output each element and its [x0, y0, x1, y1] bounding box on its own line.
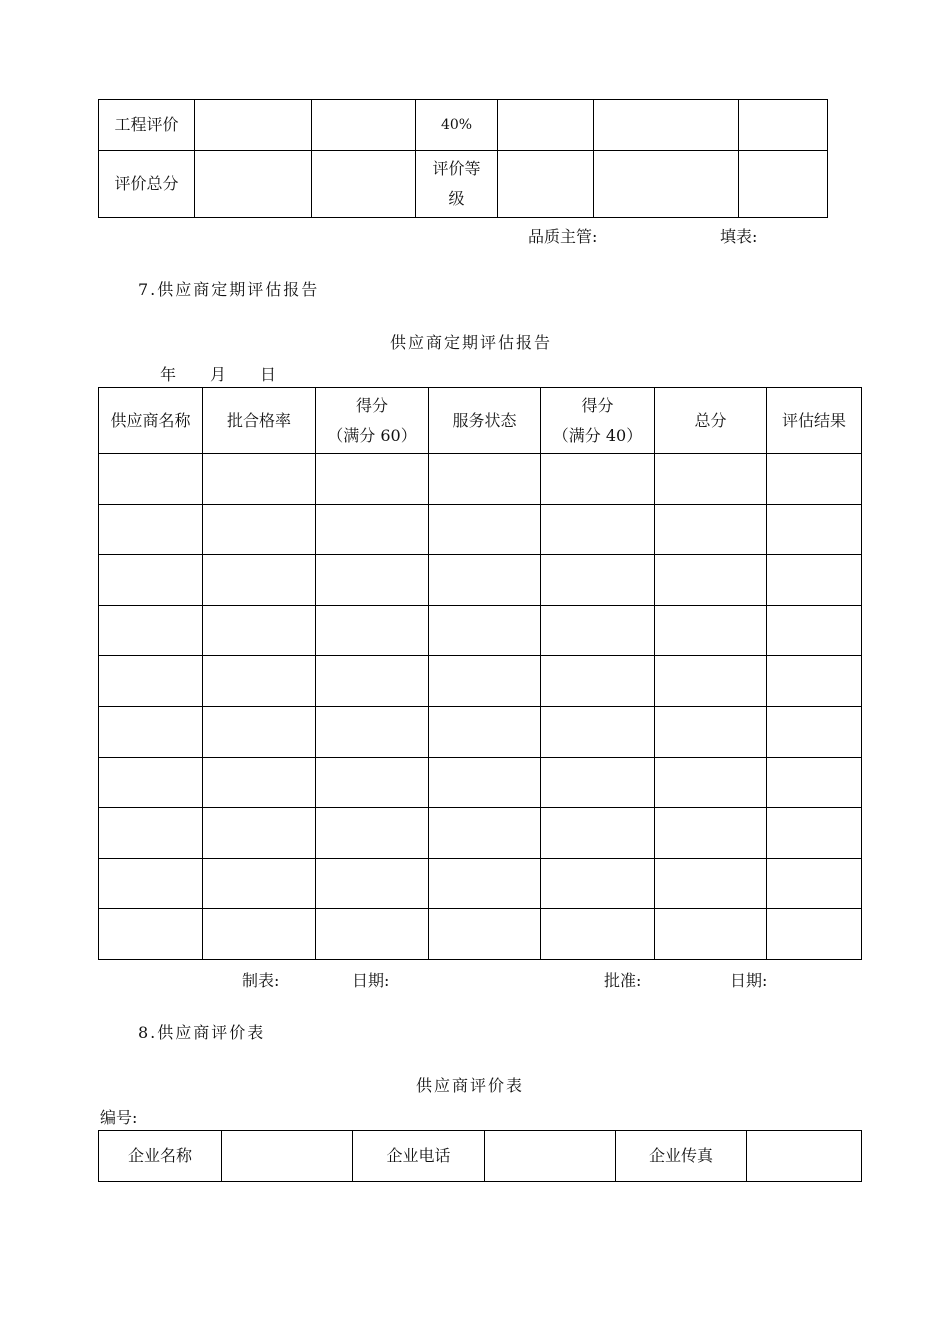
empty-cell [594, 100, 739, 151]
empty-cell [541, 504, 655, 555]
empty-cell [429, 605, 541, 656]
table-row [99, 454, 862, 505]
empty-cell [541, 454, 655, 505]
empty-cell [739, 151, 828, 218]
col-header-pass-rate: 批合格率 [203, 388, 316, 454]
empty-cell [99, 504, 203, 555]
empty-cell [767, 504, 862, 555]
quality-supervisor-label: 品质主管: [528, 227, 598, 246]
date-month: 月 [210, 365, 227, 384]
evaluation-continuation-table [98, 99, 828, 218]
number-label: 编号: [100, 1108, 138, 1127]
empty-cell [99, 858, 203, 909]
col-header-total: 总分 [655, 388, 767, 454]
empty-cell [541, 605, 655, 656]
empty-cell [195, 151, 312, 218]
col-header-result: 评估结果 [767, 388, 862, 454]
company-fax-label: 企业传真 [616, 1131, 747, 1182]
supplier-periodic-assessment-table [98, 387, 862, 960]
empty-cell [316, 909, 429, 960]
approve-label: 批准: [604, 971, 642, 990]
empty-cell [655, 757, 767, 808]
empty-cell [655, 808, 767, 859]
weight-cell: 40% [416, 100, 498, 151]
empty-cell [541, 706, 655, 757]
empty-cell [541, 757, 655, 808]
date-label-2: 日期: [730, 971, 768, 990]
empty-cell [429, 706, 541, 757]
empty-cell [312, 100, 416, 151]
empty-cell [99, 909, 203, 960]
company-name-value [222, 1131, 353, 1182]
empty-cell [429, 454, 541, 505]
empty-cell [594, 151, 739, 218]
empty-cell [203, 858, 316, 909]
empty-cell [99, 605, 203, 656]
engineering-eval-label: 工程评价 [99, 100, 195, 151]
date-label-1: 日期: [352, 971, 390, 990]
empty-cell [316, 808, 429, 859]
empty-cell [655, 605, 767, 656]
empty-cell [195, 100, 312, 151]
empty-cell [429, 656, 541, 707]
empty-cell [767, 605, 862, 656]
table-row [99, 656, 862, 707]
company-phone-label: 企业电话 [353, 1131, 485, 1182]
maker-label: 制表: [242, 971, 280, 990]
empty-cell [316, 706, 429, 757]
empty-cell [99, 706, 203, 757]
empty-cell [99, 757, 203, 808]
table-row [99, 605, 862, 656]
table-row [99, 909, 862, 960]
empty-cell [316, 656, 429, 707]
empty-cell [498, 151, 594, 218]
empty-cell [316, 858, 429, 909]
empty-cell [312, 151, 416, 218]
empty-cell [316, 605, 429, 656]
empty-cell [99, 656, 203, 707]
empty-cell [498, 100, 594, 151]
empty-cell [99, 808, 203, 859]
table-header-row [99, 388, 862, 454]
empty-cell [429, 504, 541, 555]
empty-cell [767, 808, 862, 859]
empty-cell [655, 858, 767, 909]
col-header-score-60: 得分 （满分 60） [316, 388, 429, 454]
empty-cell [203, 555, 316, 606]
empty-cell [767, 858, 862, 909]
empty-cell [655, 555, 767, 606]
empty-cell [203, 909, 316, 960]
section-8-heading: 8.供应商评价表 [138, 1023, 266, 1042]
empty-cell [429, 909, 541, 960]
empty-cell [767, 706, 862, 757]
empty-cell [655, 454, 767, 505]
empty-cell [767, 909, 862, 960]
assessment-rows [99, 454, 862, 960]
empty-cell [203, 706, 316, 757]
empty-cell [541, 858, 655, 909]
empty-cell [316, 454, 429, 505]
table-row [99, 706, 862, 757]
empty-cell [655, 909, 767, 960]
total-score-label: 评价总分 [99, 151, 195, 218]
empty-cell [316, 555, 429, 606]
col-header-supplier-name: 供应商名称 [99, 388, 203, 454]
date-day: 日 [260, 365, 277, 384]
empty-cell [429, 757, 541, 808]
empty-cell [767, 757, 862, 808]
empty-cell [541, 555, 655, 606]
table-row [99, 757, 862, 808]
empty-cell [203, 656, 316, 707]
table-row [99, 555, 862, 606]
empty-cell [541, 808, 655, 859]
empty-cell [203, 808, 316, 859]
empty-cell [99, 454, 203, 505]
empty-cell [429, 808, 541, 859]
company-fax-value [747, 1131, 862, 1182]
empty-cell [429, 858, 541, 909]
empty-cell [739, 100, 828, 151]
empty-cell [655, 706, 767, 757]
filler-label: 填表: [720, 227, 758, 246]
table-row [99, 100, 828, 151]
empty-cell [316, 504, 429, 555]
empty-cell [203, 504, 316, 555]
company-name-label: 企业名称 [99, 1131, 222, 1182]
section-8-title: 供应商评价表 [416, 1076, 525, 1095]
empty-cell [767, 656, 862, 707]
company-phone-value [485, 1131, 616, 1182]
empty-cell [203, 454, 316, 505]
empty-cell [767, 454, 862, 505]
empty-cell [655, 504, 767, 555]
col-header-score-40: 得分 （满分 40） [541, 388, 655, 454]
table-row [99, 151, 828, 218]
table-row [99, 858, 862, 909]
empty-cell [203, 605, 316, 656]
table-row [99, 808, 862, 859]
empty-cell [767, 555, 862, 606]
empty-cell [99, 555, 203, 606]
empty-cell [316, 757, 429, 808]
section-7-heading: 7.供应商定期评估报告 [138, 280, 320, 299]
date-year: 年 [160, 365, 177, 384]
section-7-title: 供应商定期评估报告 [390, 333, 553, 352]
empty-cell [203, 757, 316, 808]
empty-cell [429, 555, 541, 606]
supplier-evaluation-table [98, 1130, 862, 1182]
empty-cell [541, 909, 655, 960]
empty-cell [655, 656, 767, 707]
table-row [99, 1131, 862, 1182]
empty-cell [541, 656, 655, 707]
col-header-service-status: 服务状态 [429, 388, 541, 454]
table-row [99, 504, 862, 555]
grade-label: 评价等 级 [416, 151, 498, 218]
